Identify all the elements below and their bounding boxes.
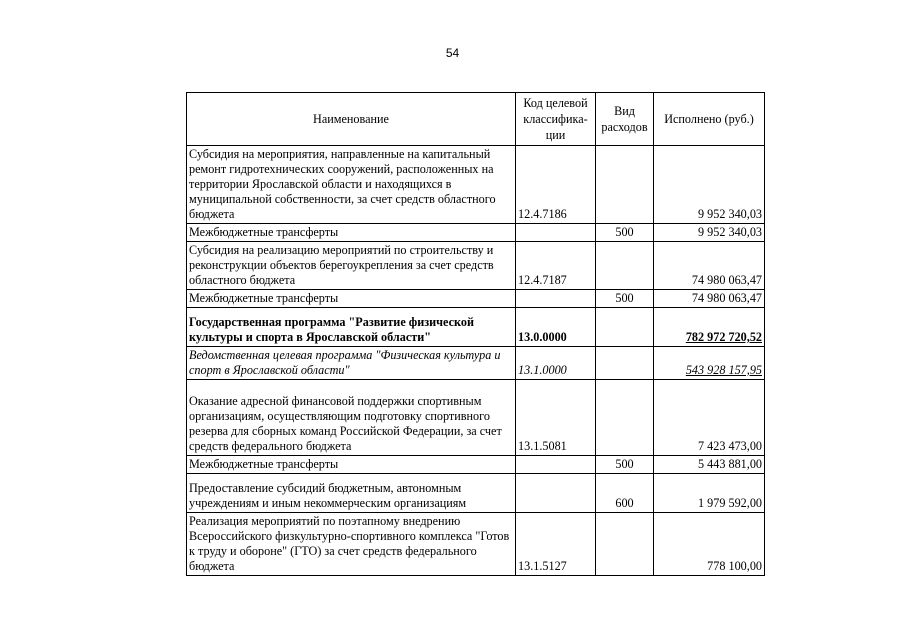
row-name: Предоставление субсидий бюджетным, автономным учреждениям и иным некоммерческим организациям xyxy=(187,474,516,513)
row-type: 500 xyxy=(596,290,654,308)
row-sum: 9 952 340,03 xyxy=(654,224,765,242)
row-sum: 543 928 157,95 xyxy=(654,347,765,380)
row-sum: 9 952 340,03 xyxy=(654,146,765,224)
row-type: 500 xyxy=(596,224,654,242)
page-number: 54 xyxy=(445,46,460,60)
table-row xyxy=(187,347,765,380)
row-name: Оказание адресной финансовой поддержки спортивным организациям, осуществляющим подготовку спортивного резерва для сборных команд Российской Федерации, за счет средств федерального бюджета xyxy=(187,380,516,456)
row-code: 12.4.7186 xyxy=(516,146,596,224)
row-name: Субсидия на мероприятия, направленные на капитальный ремонт гидротехнических сооружений, расположенных на территории Ярославской области и находящихся в муниципальной собственности, за счет средств областного бюджета xyxy=(187,146,516,224)
row-code xyxy=(516,456,596,474)
row-name: Реализация мероприятий по поэтапному внедрению Всероссийского физкультурно-спортивного комплекса "Готов к труду и обороне" (ГТО) за счет средств федерального бюджета xyxy=(187,513,516,576)
row-type xyxy=(596,146,654,224)
row-type: 600 xyxy=(596,474,654,513)
row-name: Ведомственная целевая программа "Физическая культура и спорт в Ярославской области" xyxy=(187,347,516,380)
row-sum: 1 979 592,00 xyxy=(654,474,765,513)
row-code: 12.4.7187 xyxy=(516,242,596,290)
row-type xyxy=(596,308,654,347)
row-type xyxy=(596,347,654,380)
row-type: 500 xyxy=(596,456,654,474)
row-code: 13.0.0000 xyxy=(516,308,596,347)
header-name: Наименование xyxy=(187,93,516,146)
row-sum: 7 423 473,00 xyxy=(654,380,765,456)
row-sum: 782 972 720,52 xyxy=(654,308,765,347)
table-row xyxy=(187,456,765,474)
row-name: Межбюджетные трансферты xyxy=(187,456,516,474)
row-sum: 74 980 063,47 xyxy=(654,242,765,290)
row-type xyxy=(596,242,654,290)
row-code xyxy=(516,290,596,308)
row-code: 13.1.5127 xyxy=(516,513,596,576)
table-row xyxy=(187,474,765,513)
table-row xyxy=(187,308,765,347)
row-code: 13.1.5081 xyxy=(516,380,596,456)
table-row xyxy=(187,290,765,308)
budget-table xyxy=(186,92,765,576)
row-name: Государственная программа "Развитие физической культуры и спорта в Ярославской области" xyxy=(187,308,516,347)
table-row xyxy=(187,224,765,242)
row-sum: 5 443 881,00 xyxy=(654,456,765,474)
row-sum: 778 100,00 xyxy=(654,513,765,576)
row-type xyxy=(596,513,654,576)
table-row xyxy=(187,513,765,576)
row-type xyxy=(596,380,654,456)
row-sum: 74 980 063,47 xyxy=(654,290,765,308)
row-code xyxy=(516,474,596,513)
row-name: Субсидия на реализацию мероприятий по строительству и реконструкции объектов берегоукрепления за счет средств областного бюджета xyxy=(187,242,516,290)
table-row xyxy=(187,146,765,224)
table-row xyxy=(187,242,765,290)
table-row xyxy=(187,380,765,456)
table-header-row xyxy=(187,93,765,146)
row-code xyxy=(516,224,596,242)
header-type: Вид расходов xyxy=(596,93,654,146)
row-name: Межбюджетные трансферты xyxy=(187,224,516,242)
header-code: Код целевой классифика-ции xyxy=(516,93,596,146)
row-code: 13.1.0000 xyxy=(516,347,596,380)
row-name: Межбюджетные трансферты xyxy=(187,290,516,308)
header-sum: Исполнено (руб.) xyxy=(654,93,765,146)
